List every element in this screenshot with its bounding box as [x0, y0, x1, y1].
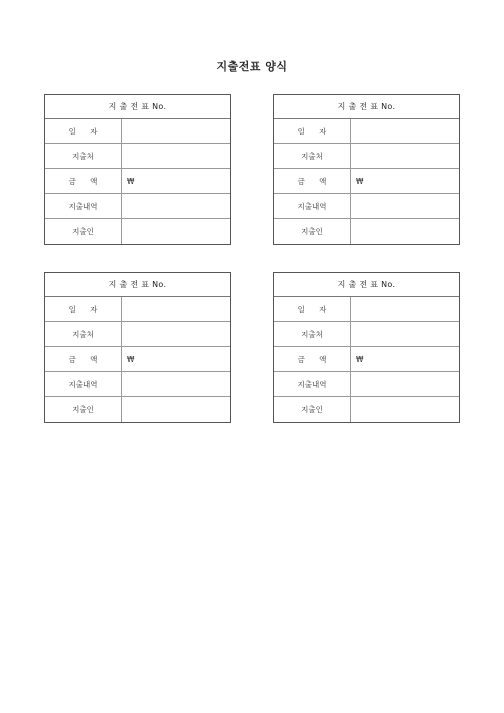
payee-field[interactable]: [122, 144, 230, 168]
label-date: 일 자: [274, 297, 351, 321]
voucher-row-date: [45, 297, 230, 322]
voucher-row-payer: [274, 397, 459, 422]
voucher-1: [44, 94, 231, 245]
details-field[interactable]: [351, 372, 459, 396]
voucher-row-details: [274, 372, 459, 397]
date-field[interactable]: [351, 119, 459, 143]
voucher-row-payee: [274, 144, 459, 169]
label-payee: 지출처: [45, 144, 122, 168]
voucher-row-payee: [45, 322, 230, 347]
voucher-row-amount: [45, 347, 230, 372]
amount-field[interactable]: ₩: [356, 354, 364, 364]
amount-field[interactable]: ₩: [127, 354, 135, 364]
voucher-row-details: [45, 372, 230, 397]
details-field[interactable]: [122, 372, 230, 396]
page-title: 지출전표 양식: [216, 60, 288, 73]
date-field[interactable]: [351, 297, 459, 321]
voucher-row-date: [45, 119, 230, 144]
label-date: 일 자: [45, 119, 122, 143]
voucher-header: 지 출 전 표 No.: [45, 273, 230, 297]
label-payer: 지출인: [45, 397, 122, 422]
label-details: 지출내역: [274, 372, 351, 396]
voucher-row-details: [45, 194, 230, 219]
voucher-header: 지 출 전 표 No.: [45, 95, 230, 119]
label-payer: 지출인: [274, 397, 351, 422]
label-payee: 지출처: [274, 144, 351, 168]
amount-field[interactable]: ₩: [127, 176, 135, 186]
payer-field[interactable]: [351, 397, 459, 422]
voucher-3: [44, 272, 231, 423]
label-payee: 지출처: [274, 322, 351, 346]
label-amount: 금 액: [274, 347, 351, 371]
details-field[interactable]: [351, 194, 459, 218]
label-amount: 금 액: [45, 169, 122, 193]
payee-field[interactable]: [351, 322, 459, 346]
voucher-row-date: [274, 297, 459, 322]
voucher-4: [273, 272, 460, 423]
details-field[interactable]: [122, 194, 230, 218]
label-details: 지출내역: [274, 194, 351, 218]
label-payer: 지출인: [45, 219, 122, 244]
payer-field[interactable]: [351, 219, 459, 244]
date-field[interactable]: [122, 297, 230, 321]
voucher-row-payer: [45, 219, 230, 244]
payer-field[interactable]: [122, 219, 230, 244]
voucher-header: 지 출 전 표 No.: [274, 273, 459, 297]
voucher-row-amount: [45, 169, 230, 194]
payee-field[interactable]: [351, 144, 459, 168]
voucher-row-amount: [274, 347, 459, 372]
voucher-row-date: [274, 119, 459, 144]
voucher-header: 지 출 전 표 No.: [274, 95, 459, 119]
voucher-row-payer: [274, 219, 459, 244]
label-details: 지출내역: [45, 372, 122, 396]
amount-field[interactable]: ₩: [356, 176, 364, 186]
label-details: 지출내역: [45, 194, 122, 218]
label-payee: 지출처: [45, 322, 122, 346]
voucher-row-payer: [45, 397, 230, 422]
voucher-row-payee: [274, 322, 459, 347]
label-amount: 금 액: [274, 169, 351, 193]
label-payer: 지출인: [274, 219, 351, 244]
voucher-row-payee: [45, 144, 230, 169]
label-amount: 금 액: [45, 347, 122, 371]
date-field[interactable]: [122, 119, 230, 143]
payee-field[interactable]: [122, 322, 230, 346]
label-date: 일 자: [274, 119, 351, 143]
voucher-row-details: [274, 194, 459, 219]
payer-field[interactable]: [122, 397, 230, 422]
voucher-2: [273, 94, 460, 245]
voucher-row-amount: [274, 169, 459, 194]
label-date: 일 자: [45, 297, 122, 321]
